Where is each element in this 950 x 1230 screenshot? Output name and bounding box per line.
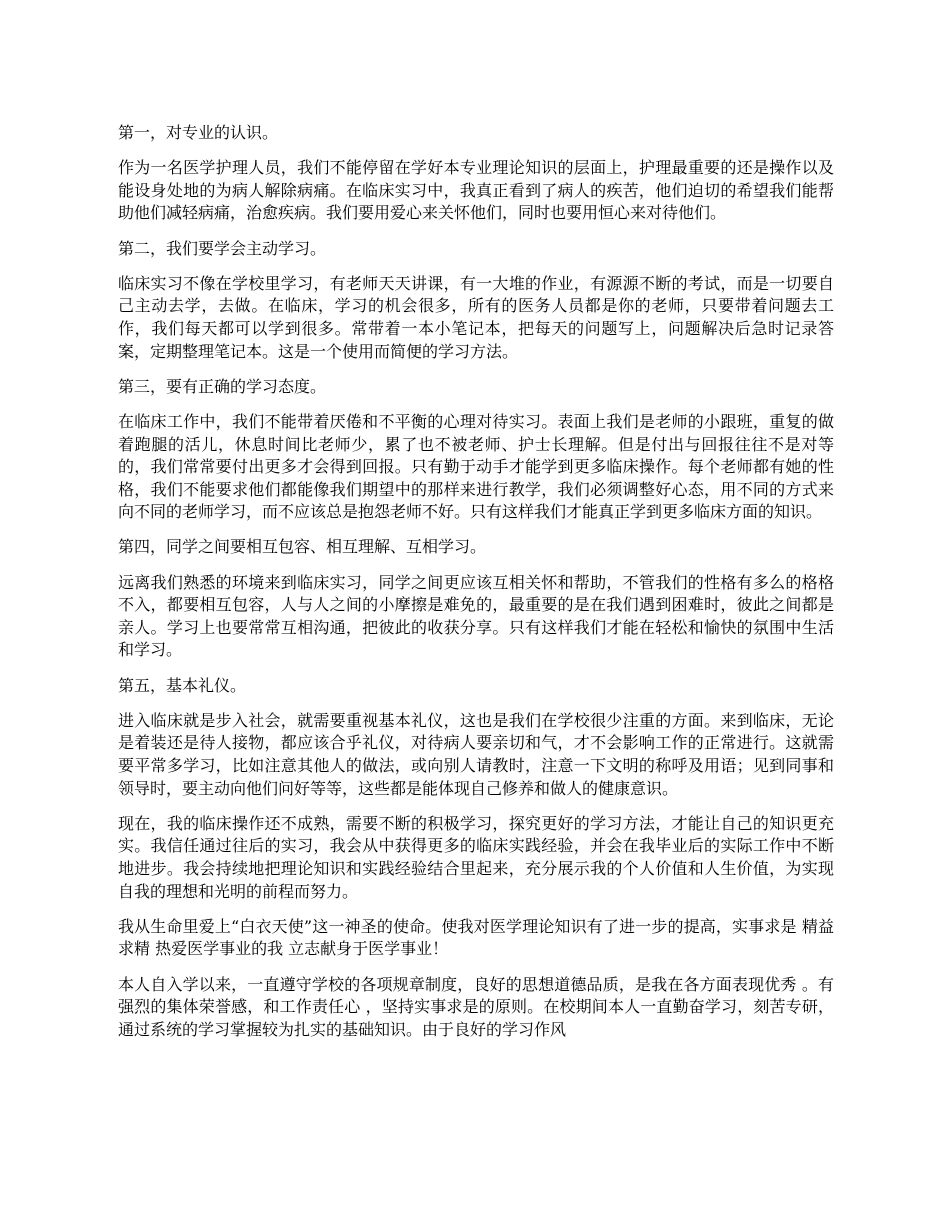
paragraph-3: 在临床工作中，我们不能带着厌倦和不平衡的心理对待实习。表面上我们是老师的小跟班，重复的做着跑腿的活儿，休息时间比老师少，累了也不被老师、护士长理解。但是付出与回报往往不是对等的，我们常常要付出更多才会得到回报。只有勤于动手才能学到更多临床操作。每个老师都有她的性格，我们不能要求他们都能像我们期望中的那样来进行教学，我们必须调整好心态，用不同的方式来向不同的老师学习，而不应该总是抱怨老师不好。只有这样我们才能真正学到更多临床方面的知识。 bbox=[118, 411, 834, 522]
document-body bbox=[118, 122, 834, 1054]
paragraph-6: 现在，我的临床操作还不成熟，需要不断的积极学习，探究更好的学习方法，才能让自己的知识更充实。我信任通过往后的实习，我会从中获得更多的临床实践经验，并会在我毕业后的实际工作中不断地进步。我会持续地把理论知识和实践经验结合里起来，充分展示我的个人价值和人生价值，为实现自我的理想和光明的前程而努力。 bbox=[118, 813, 834, 901]
section-heading-2: 第二，我们要学会主动学习。 bbox=[118, 238, 327, 258]
section-heading-4: 第四，同学之间要相互包容、相互理解、互相学习。 bbox=[118, 537, 487, 557]
paragraph-7: 我从生命里爱上“白衣天使”这一神圣的使命。使我对医学理论知识有了进一步的提高，实事求是 精益求精 热爱医学事业的我 立志献身于医学事业！ bbox=[118, 916, 834, 959]
paragraph-2: 临床实习不像在学校里学习，有老师天天讲课，有一大堆的作业，有源源不断的考试，而是一切要自己主动去学，去做。在临床，学习的机会很多，所有的医务人员都是你的老师，只要带着问题去工作，我们每天都可以学到很多。常带着一本小笔记本，把每天的问题写上，问题解决后急时记录答案，定期整理笔记本。这是一个使用而简便的学习方法。 bbox=[118, 273, 834, 361]
paragraph-1: 作为一名医学护理人员，我们不能停留在学好本专业理论知识的层面上，护理最重要的还是操作以及能设身处地的为病人解除病痛。在临床实习中，我真正看到了病人的疾苦，他们迫切的希望我们能帮助他们减轻病痛，治愈疾病。我们要用爱心来关怀他们，同时也要用恒心来对待他们。 bbox=[118, 158, 834, 223]
paragraph-8: 本人自入学以来，一直遵守学校的各项规章制度，良好的思想道德品质，是我在各方面表现优秀 。有强烈的集体荣誉感，和工作责任心 ，坚持实事求是的原则。在校期间本人一直勤奋学习，刻苦专研，通过系统的学习掌握较为扎实的基础知识。由于良好的学习作风 bbox=[118, 974, 834, 1039]
paragraph-5: 进入临床就是步入社会，就需要重视基本礼仪，这也是我们在学校很少注重的方面。来到临床，无论是着装还是待人接物，都应该合乎礼仪，对待病人要亲切和气，才不会影响工作的正常进行。这就需要平常多学习，比如注意其他人的做法，或向别人请教时，注意一下文明的称呼及用语；见到同事和领导时，要主动向他们问好等等，这些都是能体现自己修养和做人的健康意识。 bbox=[118, 710, 834, 798]
section-heading-1: 第一，对专业的认识。 bbox=[118, 123, 279, 142]
section-heading-3: 第三，要有正确的学习态度。 bbox=[118, 376, 327, 396]
section-heading-5: 第五，基本礼仪。 bbox=[118, 675, 247, 695]
paragraph-4: 远离我们熟悉的环境来到临床实习，同学之间更应该互相关怀和帮助，不管我们的性格有多么的格格不入，都要相互包容，人与人之间的小摩擦是难免的，最重要的是在我们遇到困难时，彼此之间都是亲人。学习上也要常常互相沟通，把彼此的收获分享。只有这样我们才能在轻松和愉快的氛围中生活和学习。 bbox=[118, 572, 834, 660]
